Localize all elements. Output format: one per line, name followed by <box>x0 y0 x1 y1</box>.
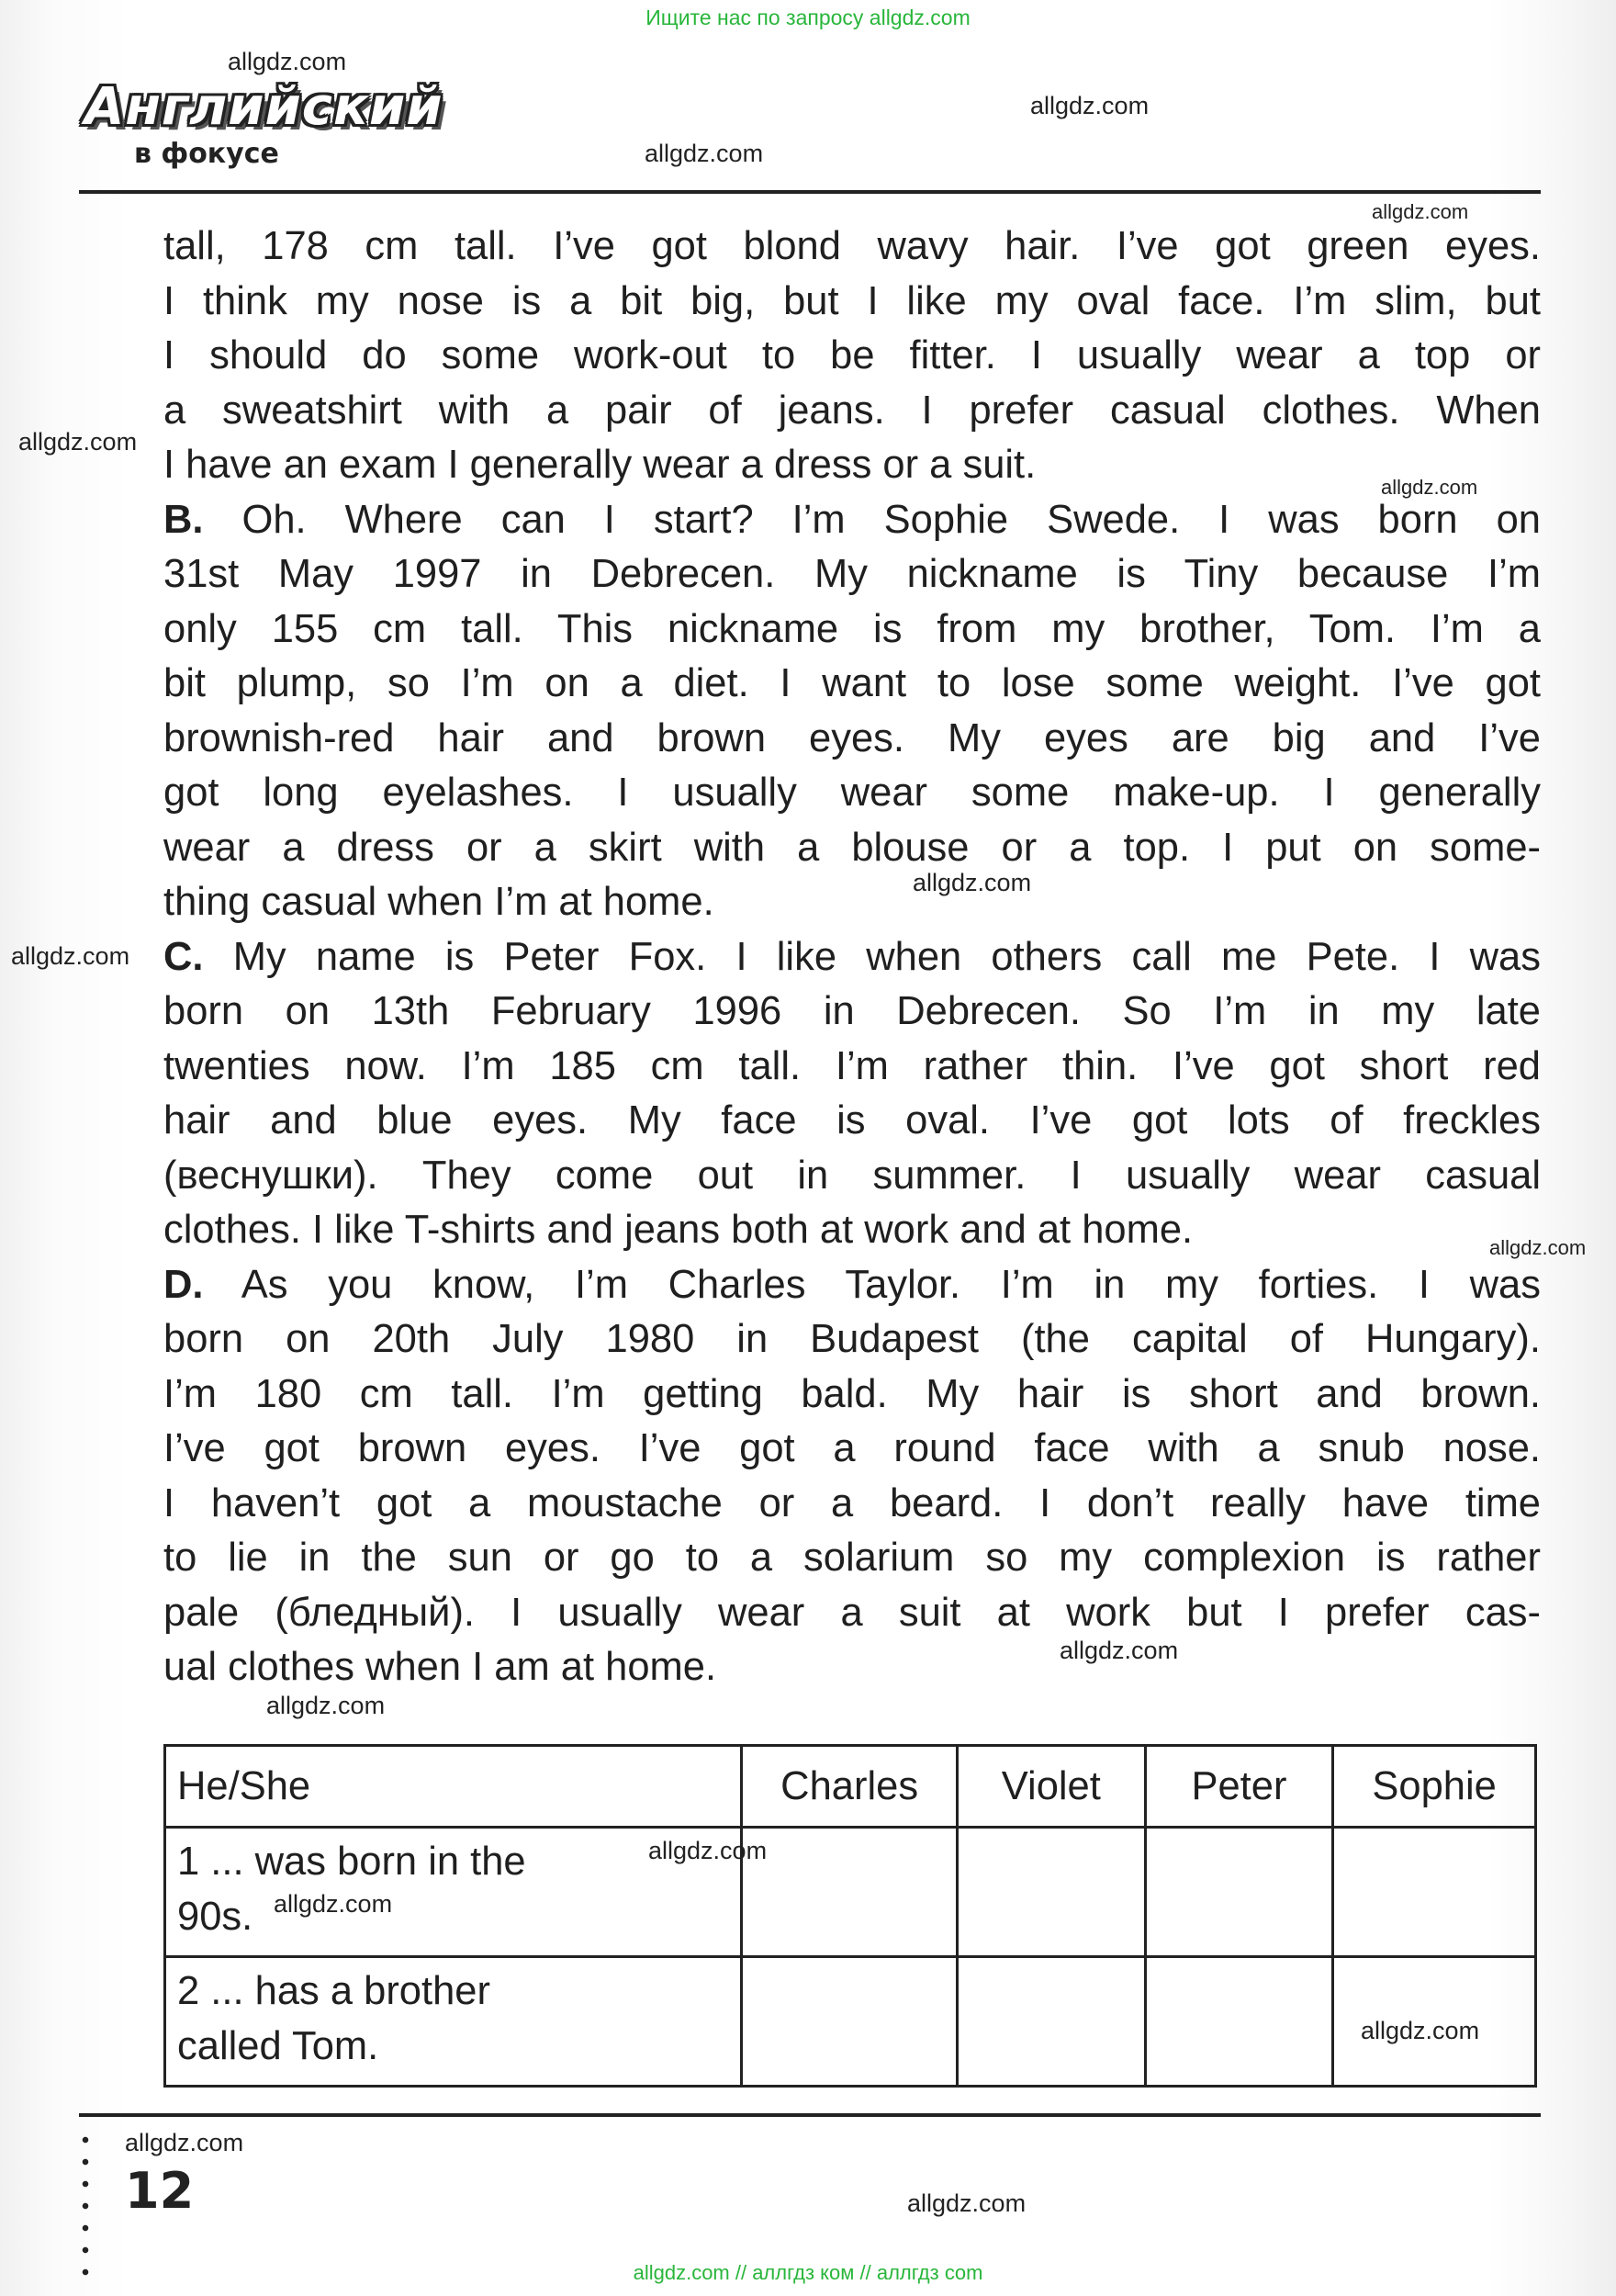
text-line: born on 20th July 1980 in Budapest (the capital of Hungary). <box>163 1317 1541 1361</box>
table-header-cell: Violet <box>957 1746 1145 1828</box>
footer-rule <box>79 2113 1541 2117</box>
top-banner[interactable]: Ищите нас по запросу allgdz.com <box>645 6 971 29</box>
watermark: allgdz.com <box>11 942 130 970</box>
text-line: tall, 178 cm tall. I’ve got blond wavy hair. I’ve got green eyes. <box>163 224 1541 268</box>
text-line: I think my nose is a bit big, but I like my oval face. I’m slim, but <box>163 278 1541 323</box>
statement-line: 90s. <box>177 1895 253 1939</box>
paragraph-letter-d: D. <box>163 1262 204 1307</box>
text-line: 31st May 1997 in Debrecen. My nickname is Tiny because I’m <box>163 552 1541 596</box>
book-logo: Английский <box>84 77 443 137</box>
watermark: allgdz.com <box>913 869 1032 896</box>
page-number: 12 <box>125 2162 195 2220</box>
text-line: hair and blue eyes. My face is oval. I’ve got lots of freckles <box>163 1098 1541 1142</box>
footer-dots <box>81 2129 90 2283</box>
statement-line: 1 ... was born in the <box>177 1840 526 1884</box>
paragraph-letter-b: B. <box>163 497 204 542</box>
text-line: I haven’t got a moustache or a beard. I don’t really have time <box>163 1480 1541 1525</box>
table-header-row <box>165 1746 1536 1828</box>
text-line: clothes. I like T-shirts and jeans both at work and at home. <box>163 1208 1194 1252</box>
watermark: allgdz.com <box>1489 1236 1587 1259</box>
answer-cell[interactable] <box>957 1957 1145 2087</box>
reading-text <box>163 219 1541 1695</box>
text-line: a sweatshirt with a pair of jeans. I prefer casual clothes. When <box>163 388 1541 433</box>
watermark: allgdz.com <box>266 1692 386 1719</box>
watermark: allgdz.com <box>645 140 764 167</box>
text-line: I’m 180 cm tall. I’m getting bald. My hair is short and brown. <box>163 1371 1541 1416</box>
paragraph-letter-c: C. <box>163 934 204 979</box>
watermark: allgdz.com <box>1372 200 1469 223</box>
text-line-first: My name is Peter Fox. I like when others call me Pete. I was <box>203 934 1541 979</box>
book-logo-subtitle: в фокусе <box>134 138 279 170</box>
watermark: allgdz.com <box>125 2129 244 2156</box>
table-header-cell: He/She <box>165 1746 742 1828</box>
table-header-cell: Sophie <box>1333 1746 1536 1828</box>
table-row <box>165 1957 1536 2087</box>
watermark: allgdz.com <box>907 2189 1027 2217</box>
text-line <box>163 1258 1541 1313</box>
paragraph-d <box>163 1258 1541 1695</box>
paragraph-a <box>163 219 1541 493</box>
answer-cell[interactable] <box>742 1957 958 2087</box>
text-line <box>163 493 1541 548</box>
text-line-first: Oh. Where can I start? I’m Sophie Swede. I was born on <box>203 497 1541 542</box>
watermark: allgdz.com <box>1060 1637 1179 1664</box>
watermark: allgdz.com <box>228 48 347 75</box>
paragraph-c <box>163 930 1541 1258</box>
text-line: born on 13th February 1996 in Debrecen. So I’m in my late <box>163 989 1541 1033</box>
text-line: only 155 cm tall. This nickname is from my brother, Tom. I’m a <box>163 606 1541 651</box>
text-line-first: As you know, I’m Charles Taylor. I’m in my forties. I was <box>203 1262 1541 1307</box>
watermark: allgdz.com <box>18 428 138 456</box>
text-line: pale (бледный). I usually wear a suit at work but I prefer cas- <box>163 1590 1541 1635</box>
text-line: ual clothes when I am at home. <box>163 1645 717 1689</box>
text-line: wear a dress or a skirt with a blouse or a top. I put on some- <box>163 825 1541 870</box>
statement-line: called Tom. <box>177 2024 379 2068</box>
text-line: thing casual when I’m at home. <box>163 880 714 924</box>
answer-cell[interactable] <box>1333 1828 1536 1957</box>
text-line <box>163 930 1541 985</box>
answer-cell[interactable] <box>1145 1957 1333 2087</box>
text-line: I’ve got brown eyes. I’ve got a round face with a snub nose. <box>163 1426 1541 1470</box>
watermark: allgdz.com <box>1381 476 1478 499</box>
text-line: brownish-red hair and brown eyes. My eyes are big and I’ve <box>163 715 1541 760</box>
text-line: (веснушки). They come out in summer. I usually wear casual <box>163 1153 1541 1198</box>
watermark: allgdz.com <box>1030 92 1150 119</box>
statement-line: 2 ... has a brother <box>177 1969 490 2013</box>
text-line: I should do some work-out to be fitter. I usually wear a top or <box>163 333 1541 377</box>
paragraph-b <box>163 493 1541 930</box>
text-line: bit plump, so I’m on a diet. I want to lose some weight. I’ve got <box>163 661 1541 705</box>
watermark: allgdz.com <box>1361 2017 1480 2044</box>
text-line: got long eyelashes. I usually wear some make-up. I generally <box>163 771 1541 815</box>
answer-cell[interactable] <box>742 1828 958 1957</box>
answer-cell[interactable] <box>1145 1828 1333 1957</box>
text-line: twenties now. I’m 185 cm tall. I’m rather thin. I’ve got short red <box>163 1043 1541 1088</box>
answer-cell[interactable] <box>957 1828 1145 1957</box>
text-line: to lie in the sun or go to a solarium so my complexion is rather <box>163 1536 1541 1580</box>
text-line: I have an exam I generally wear a dress or a suit. <box>163 443 1037 487</box>
table-header-cell: Peter <box>1145 1746 1333 1828</box>
statement-cell <box>165 1957 742 2087</box>
watermark: allgdz.com <box>274 1890 393 1918</box>
watermark: allgdz.com <box>648 1837 768 1864</box>
header-rule <box>79 190 1541 194</box>
bottom-banner[interactable]: allgdz.com // аллгдз ком // аллгдз com <box>633 2261 983 2284</box>
table-header-cell: Charles <box>742 1746 958 1828</box>
